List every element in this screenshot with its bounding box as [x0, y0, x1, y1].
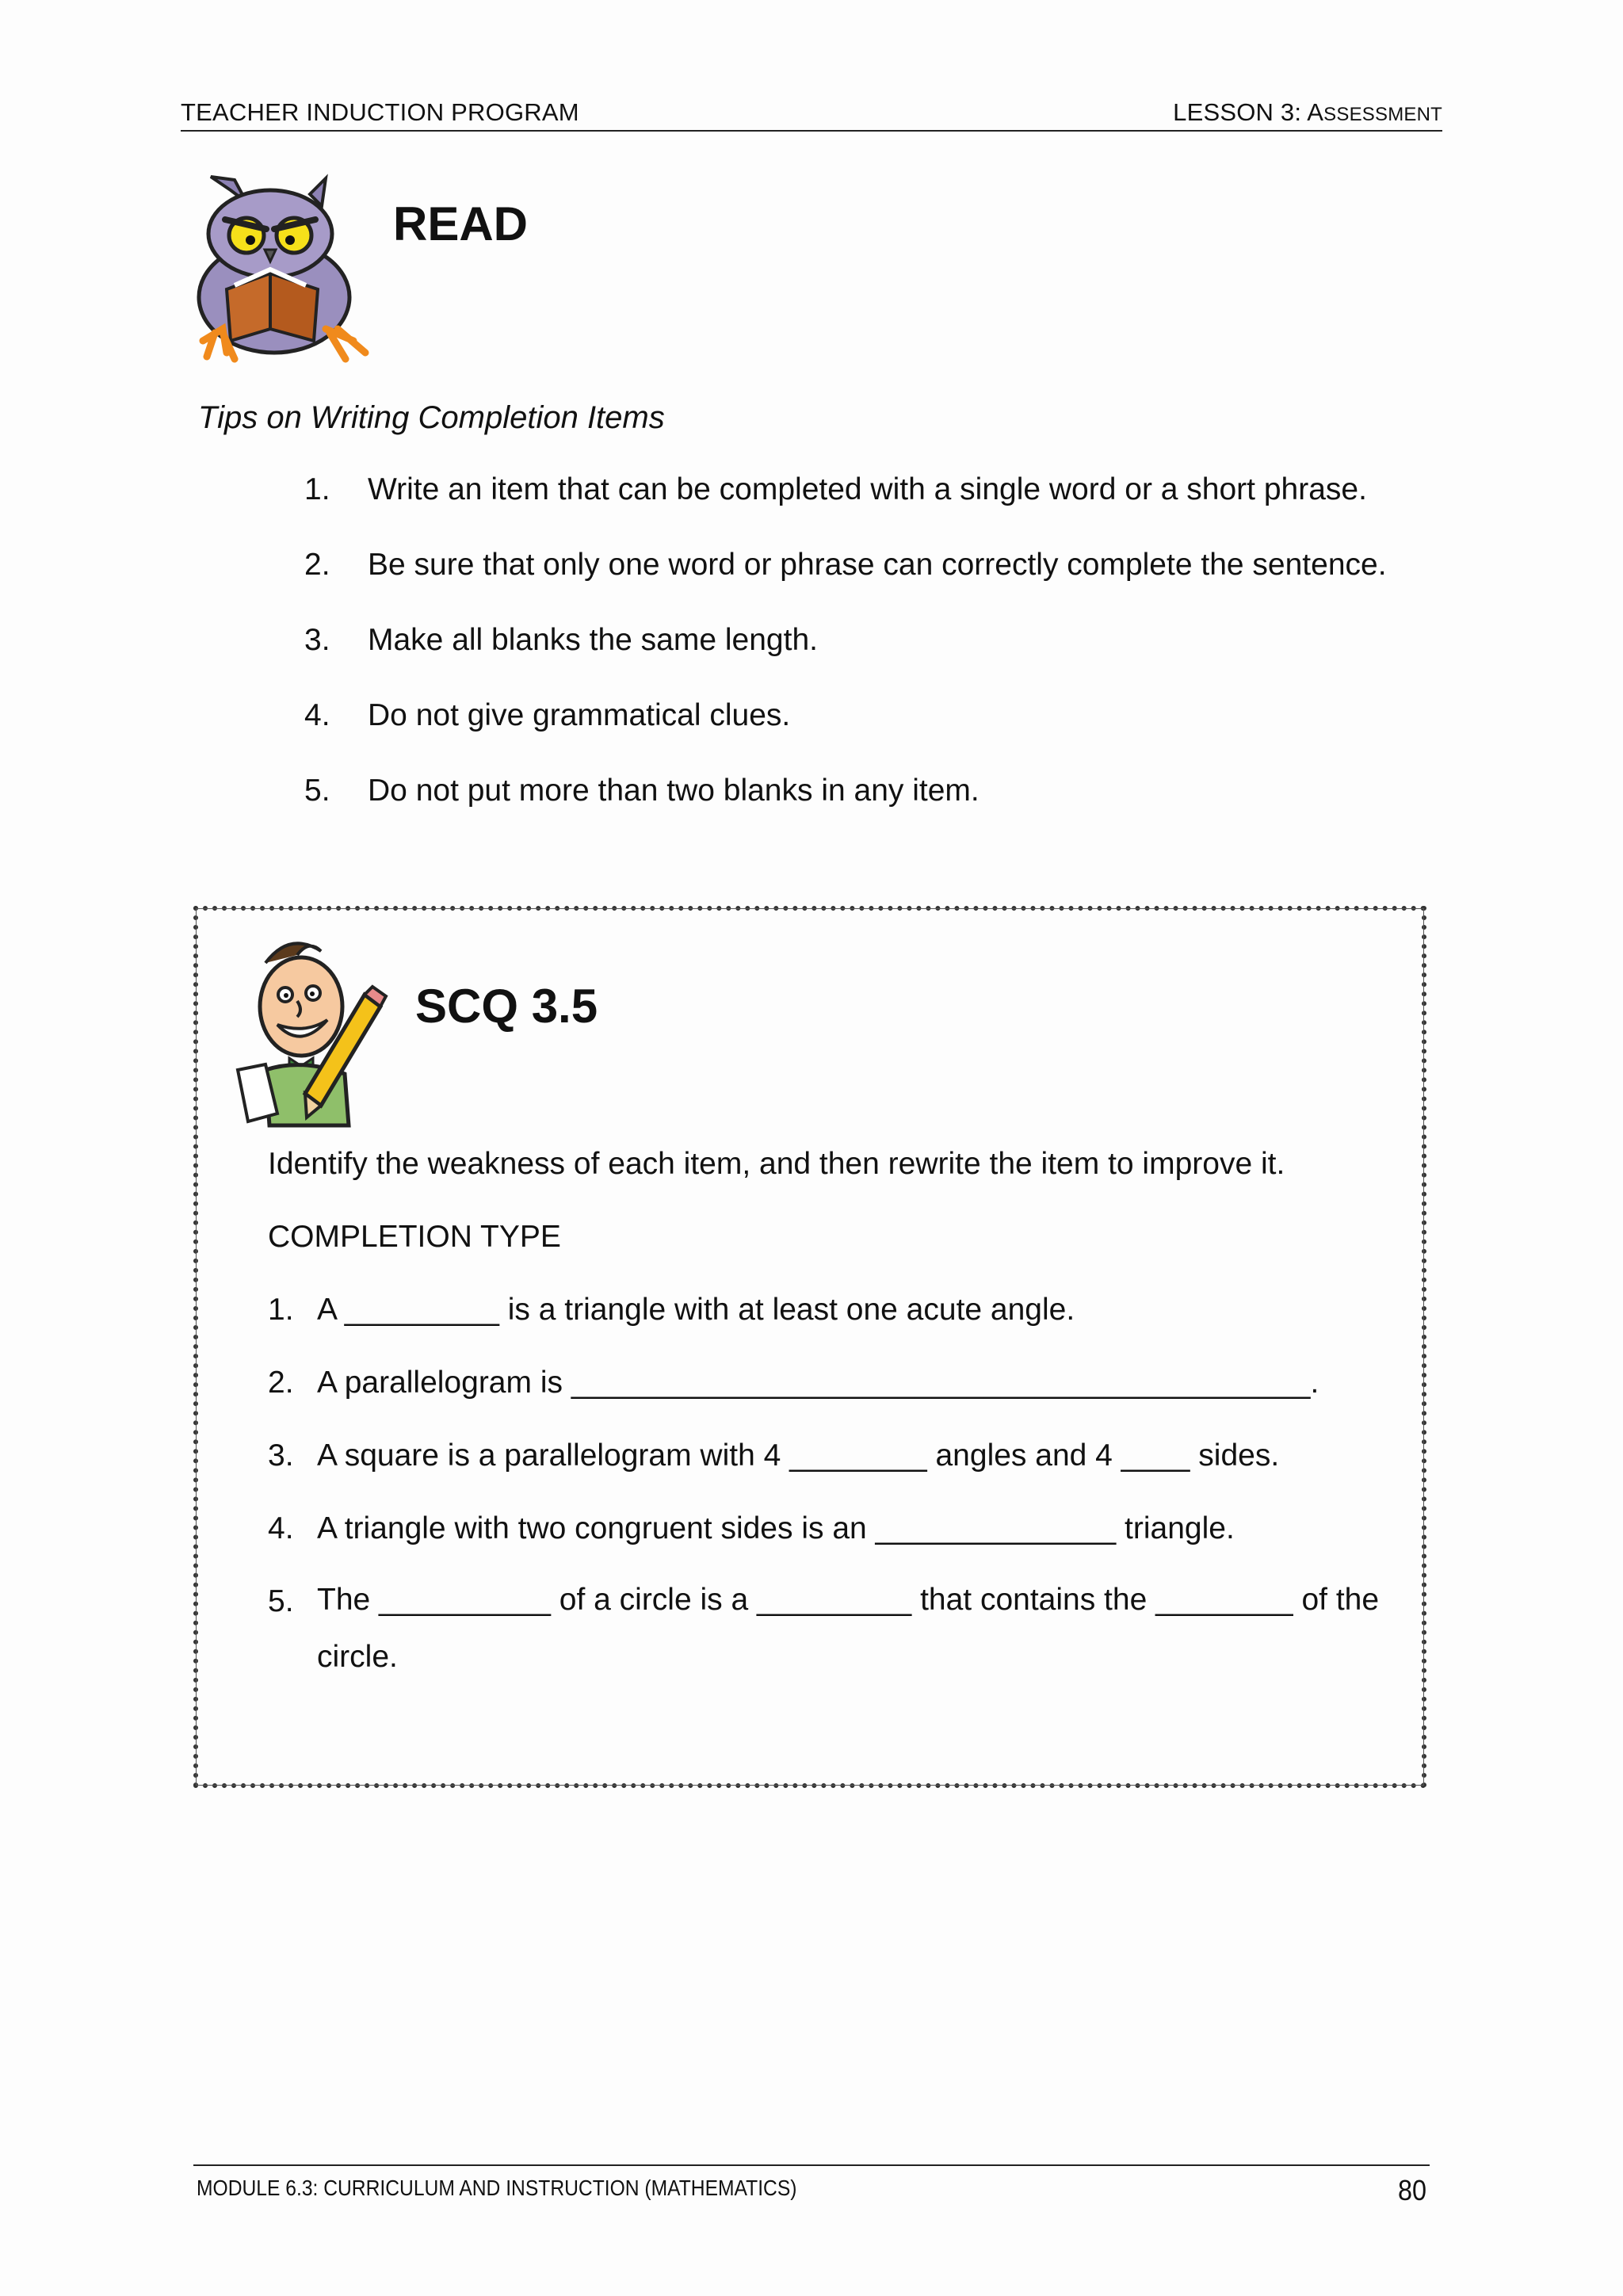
scq-items	[268, 1293, 1401, 1674]
scq-instruction: Identify the weakness of each item, and then rewrite the item to improve it.	[268, 1147, 1285, 1181]
completion-type-label: COMPLETION TYPE	[268, 1220, 561, 1254]
list-item: 3. Make all blanks the same length.	[304, 623, 818, 657]
lesson-title: LESSON 3: ASSESSMENT	[1173, 98, 1442, 126]
list-item: 4. A triangle with two congruent sides is an ______________ triangle.	[268, 1511, 1235, 1545]
list-item: 2. Be sure that only one word or phrase can correctly complete the sentence.	[304, 548, 1387, 582]
page-header	[181, 95, 1442, 132]
read-heading: READ	[393, 197, 529, 250]
teacher-with-pencil-icon	[234, 931, 392, 1129]
list-item: 1. A _________ is a triangle with at least one acute angle.	[268, 1293, 1075, 1327]
owl-reading-icon	[187, 170, 377, 369]
tips-title: Tips on Writing Completion Items	[198, 400, 665, 435]
page-footer	[193, 2164, 1430, 2207]
list-item: 5. The __________ of a circle is a _________ that contains the ________ of the circle.	[268, 1583, 1380, 1674]
list-item: 1. Write an item that can be completed with a single word or a short phrase.	[304, 472, 1367, 506]
list-item: 4. Do not give grammatical clues.	[304, 698, 791, 732]
program-title: TEACHER INDUCTION PROGRAM	[181, 98, 579, 126]
list-item: 2. A parallelogram is ___________________________________________.	[268, 1366, 1319, 1400]
list-item: 3. A square is a parallelogram with 4 ________ angles and 4 ____ sides.	[268, 1438, 1280, 1473]
tips-list	[304, 472, 1461, 849]
list-item: 5. Do not put more than two blanks in any item.	[304, 774, 980, 808]
module-title: MODULE 6.3: CURRICULUM AND INSTRUCTION (MATHEMATICS)	[197, 2176, 797, 2200]
scq-heading: SCQ 3.5	[415, 980, 598, 1033]
page-number: 80	[1397, 2174, 1426, 2206]
